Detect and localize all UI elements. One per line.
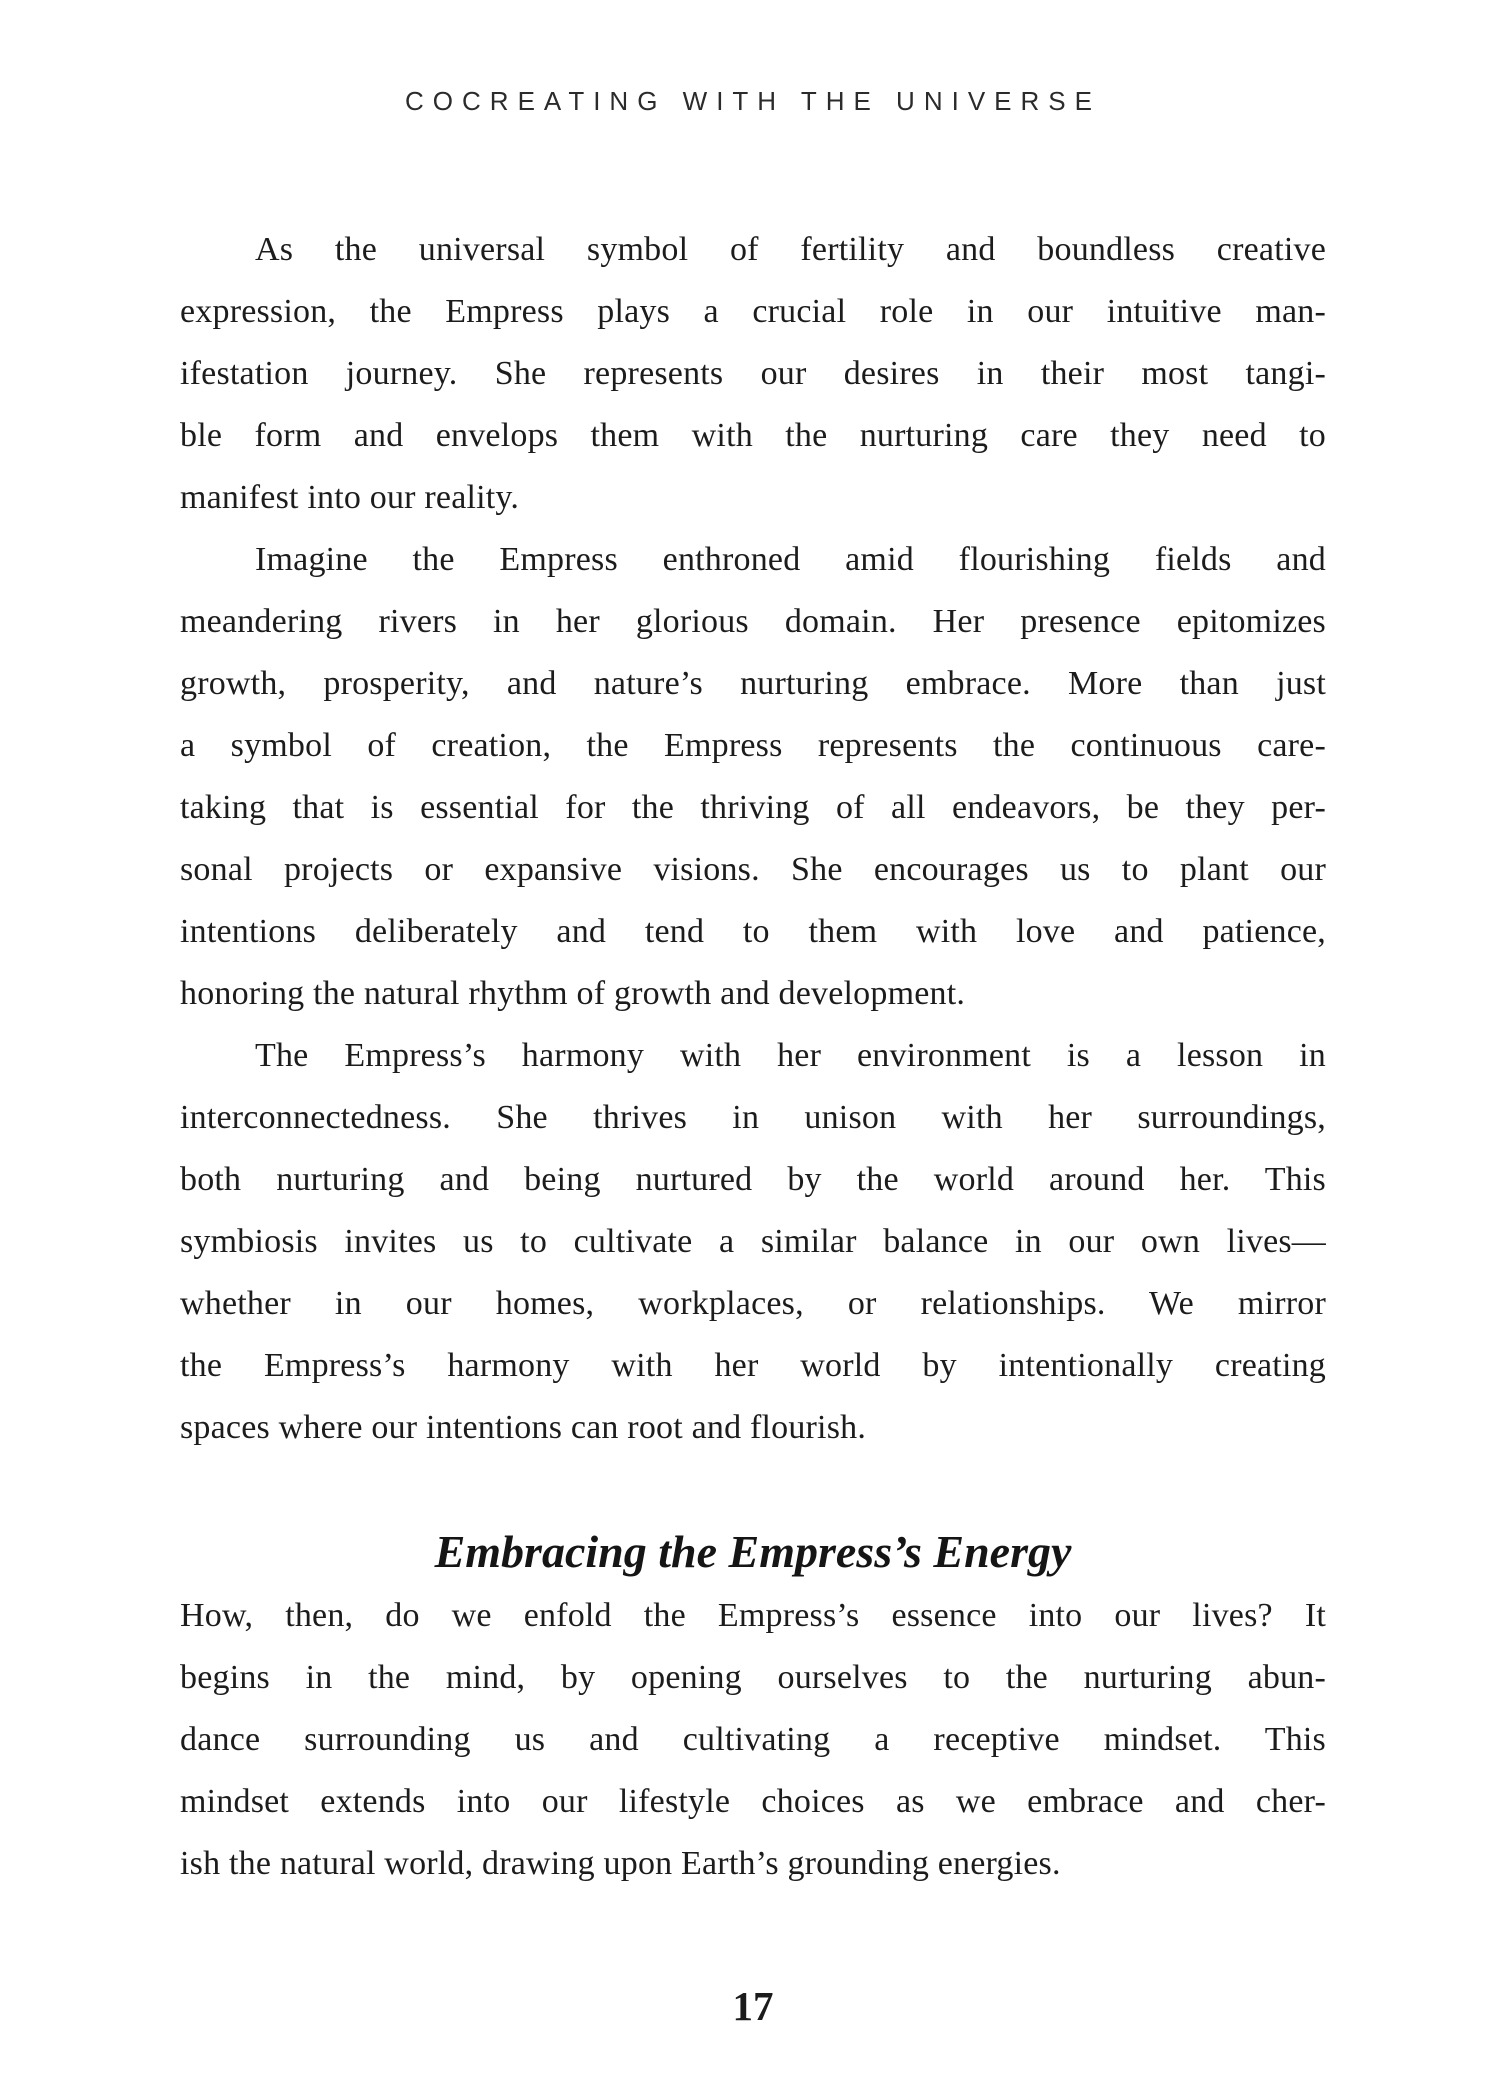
running-header: COCREATING WITH THE UNIVERSE xyxy=(405,86,1101,116)
text-block xyxy=(180,219,1326,1895)
body-line: sonal projects or expansive visions. She encourages us to plant our xyxy=(180,851,1326,888)
section-heading: Embracing the Empress’s Energy xyxy=(434,1526,1072,1577)
body-line: expression, the Empress plays a crucial role in our intuitive man- xyxy=(180,293,1326,330)
body-line: Imagine the Empress enthroned amid flourishing fields and xyxy=(255,541,1326,578)
body-line: begins in the mind, by opening ourselves to the nurturing abun- xyxy=(180,1659,1326,1696)
body-line: ble form and envelops them with the nurturing care they need to xyxy=(180,417,1326,454)
page-number: 17 xyxy=(732,1983,774,2029)
paragraph xyxy=(180,1585,1326,1895)
body-line: whether in our homes, workplaces, or relationships. We mirror xyxy=(180,1285,1326,1322)
paragraph xyxy=(180,1025,1326,1459)
body-line: growth, prosperity, and nature’s nurturing embrace. More than just xyxy=(180,665,1326,702)
body-line: taking that is essential for the thriving of all endeavors, be they per- xyxy=(180,789,1326,826)
body-line: ifestation journey. She represents our desires in their most tangi- xyxy=(180,355,1326,392)
paragraph xyxy=(180,529,1326,1025)
body-line: spaces where our intentions can root and flourish. xyxy=(180,1409,867,1446)
body-line: symbiosis invites us to cultivate a similar balance in our own lives— xyxy=(180,1223,1326,1260)
body-line: both nurturing and being nurtured by the world around her. This xyxy=(180,1161,1326,1198)
body-line: The Empress’s harmony with her environment is a lesson in xyxy=(255,1037,1326,1074)
body-line: meandering rivers in her glorious domain. Her presence epitomizes xyxy=(180,603,1326,640)
body-line: a symbol of creation, the Empress represents the continuous care- xyxy=(180,727,1326,764)
body-line: How, then, do we enfold the Empress’s essence into our lives? It xyxy=(180,1597,1326,1634)
body-line: ish the natural world, drawing upon Earth’s grounding energies. xyxy=(180,1845,1061,1882)
body-line: honoring the natural rhythm of growth and development. xyxy=(180,975,966,1012)
body-line: manifest into our reality. xyxy=(180,479,520,516)
body-line: As the universal symbol of fertility and boundless creative xyxy=(255,231,1326,268)
body-line: mindset extends into our lifestyle choices as we embrace and cher- xyxy=(180,1783,1326,1820)
paragraph xyxy=(180,219,1326,529)
body-line: interconnectedness. She thrives in unison with her surroundings, xyxy=(180,1099,1326,1136)
body-line: intentions deliberately and tend to them with love and patience, xyxy=(180,913,1326,950)
body-line: the Empress’s harmony with her world by intentionally creating xyxy=(180,1347,1326,1384)
body-line: dance surrounding us and cultivating a receptive mindset. This xyxy=(180,1721,1326,1758)
